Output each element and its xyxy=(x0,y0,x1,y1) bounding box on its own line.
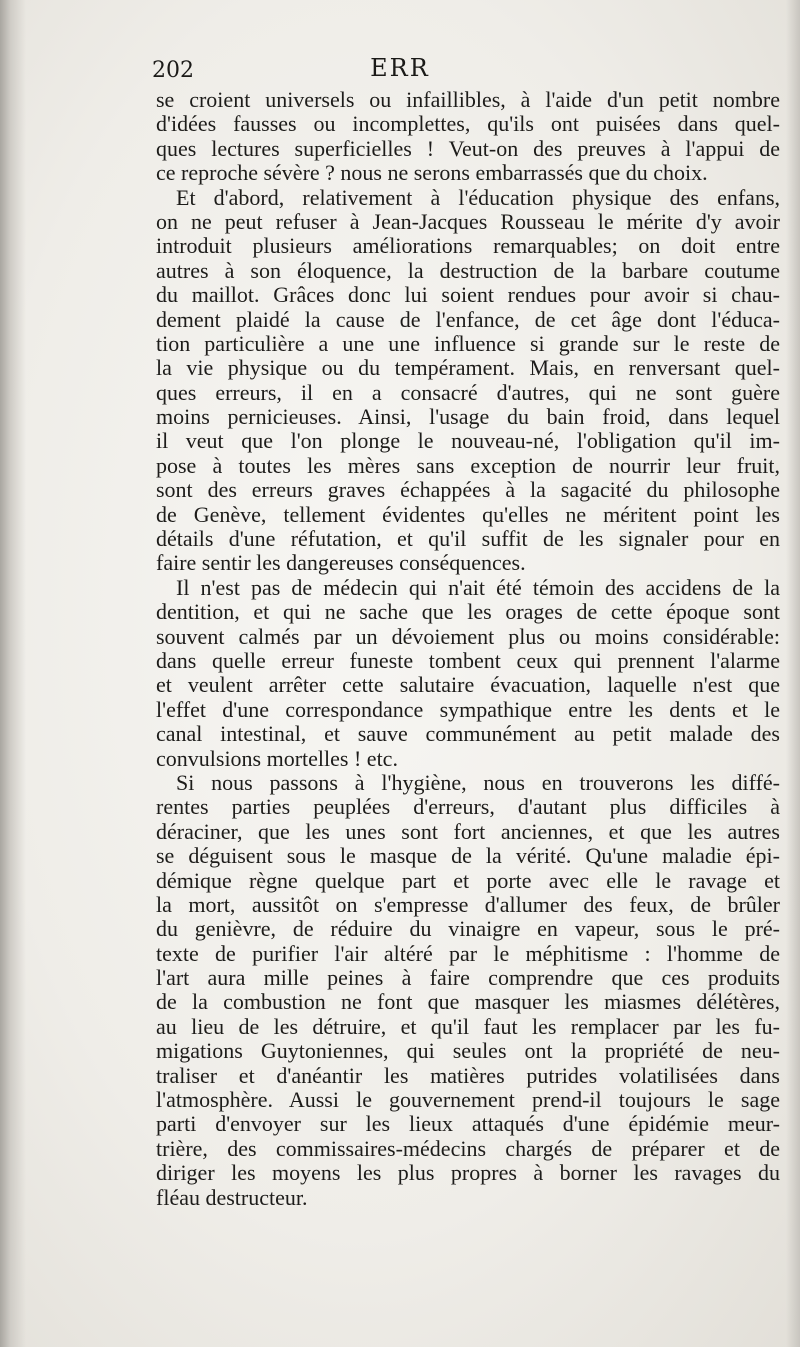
text-line: faire sentir les dangereuses conséquences. xyxy=(156,550,526,576)
text-line: l'atmosphère. Aussi le gouvernement prend-il toujours le sage xyxy=(156,1087,780,1113)
text-line: diriger les moyens les plus propres à borner les ravages du xyxy=(156,1160,780,1186)
text-line: on ne peut refuser à Jean-Jacques Rousseau le mérite d'y avoir xyxy=(156,208,780,234)
text-line: du genièvre, de réduire du vinaigre en vapeur, sous le pré- xyxy=(156,916,780,942)
text-line: Et d'abord, relativement à l'éducation physique des enfans, xyxy=(176,184,780,210)
text-line: autres à son éloquence, la destruction de la barbare coutume xyxy=(156,257,780,283)
text-line: du maillot. Grâces donc lui soient rendues pour avoir si chau- xyxy=(156,282,780,308)
text-line: se déguisent sous le masque de la vérité. Qu'une maladie épi- xyxy=(156,843,780,869)
text-line: introduit plusieurs améliorations remarquables; on doit entre xyxy=(156,233,780,259)
text-line: l'effet d'une correspondance sympathique entre les dents et le xyxy=(156,696,780,722)
text-line: sont des erreurs graves échappées à la sagacité du philosophe xyxy=(156,477,780,503)
running-head: ERR xyxy=(370,54,430,82)
text-line: convulsions mortelles ! etc. xyxy=(156,745,398,771)
text-line: rentes parties peuplées d'erreurs, d'autant plus difficiles à xyxy=(156,794,780,820)
page-edge-shadow xyxy=(786,0,800,1347)
page-number: 202 xyxy=(152,58,194,83)
text-line: moins pernicieuses. Ainsi, l'usage du bain froid, dans lequel xyxy=(156,404,780,430)
body-text xyxy=(156,88,780,1210)
text-line: détails d'une réfutation, et qu'il suffit de les signaler pour en xyxy=(156,526,780,552)
text-line: ques lectures superficielles ! Veut-on des preuves à l'appui de xyxy=(156,135,780,161)
text-line: Si nous passons à l'hygiène, nous en trouverons les diffé- xyxy=(176,769,780,795)
text-line: l'art aura mille peines à faire comprendre que ces produits xyxy=(156,965,780,991)
text-line: parti d'envoyer sur les lieux attaqués d'une épidémie meur- xyxy=(156,1111,780,1137)
text-line: ce reproche sévère ? nous ne serons embarrassés que du choix. xyxy=(156,160,708,186)
text-line: démique règne quelque part et porte avec elle le ravage et xyxy=(156,867,780,893)
text-line: la vie physique ou du tempérament. Mais, en renversant quel- xyxy=(156,355,780,381)
text-line: traliser et d'anéantir les matières putrides volatilisées dans xyxy=(156,1062,780,1088)
text-line: de Genève, tellement évidentes qu'elles ne méritent point les xyxy=(156,501,780,527)
text-line: migations Guytoniennes, qui seules ont la propriété de neu- xyxy=(156,1038,780,1064)
text-line: au lieu de les détruire, et qu'il faut les remplacer par les fu- xyxy=(156,1013,780,1039)
text-line: la mort, aussitôt on s'empresse d'allumer des feux, de brûler xyxy=(156,891,780,917)
text-line: souvent calmés par un dévoiement plus ou moins considérable: xyxy=(156,623,780,649)
text-line: se croient universels ou infaillibles, à l'aide d'un petit nombre xyxy=(156,87,780,112)
spine-shadow xyxy=(0,0,26,1347)
text-line: dans quelle erreur funeste tombent ceux qui prennent l'alarme xyxy=(156,647,780,673)
text-line: pose à toutes les mères sans exception de nourrir leur fruit, xyxy=(156,452,780,478)
text-line: tion particulière a une une influence si grande sur le reste de xyxy=(156,330,780,356)
text-line: texte de purifier l'air altéré par le méphitisme : l'homme de xyxy=(156,940,780,966)
text-line: dentition, et qui ne sache que les orages de cette époque sont xyxy=(156,599,780,625)
text-line: il veut que l'on plonge le nouveau-né, l'obligation qu'il im- xyxy=(156,428,780,454)
text-line: dement plaidé la cause de l'enfance, de cet âge dont l'éduca- xyxy=(156,306,780,332)
text-line: et veulent arrêter cette salutaire évacuation, laquelle n'est que xyxy=(156,672,780,698)
text-line: d'idées fausses ou incomplettes, qu'ils ont puisées dans quel- xyxy=(156,111,780,137)
text-line: déraciner, que les unes sont fort anciennes, et que les autres xyxy=(156,818,780,844)
text-line: ques erreurs, il en a consacré d'autres, qui ne sont guère xyxy=(156,379,780,405)
text-line: canal intestinal, et sauve communément au petit malade des xyxy=(156,721,780,747)
text-line: fléau destructeur. xyxy=(156,1184,308,1210)
text-line: trière, des commissaires-médecins chargés de préparer et de xyxy=(156,1135,780,1161)
text-line: de la combustion ne font que masquer les miasmes délétères, xyxy=(156,989,780,1015)
text-line: Il n'est pas de médecin qui n'ait été témoin des accidens de la xyxy=(176,574,780,600)
